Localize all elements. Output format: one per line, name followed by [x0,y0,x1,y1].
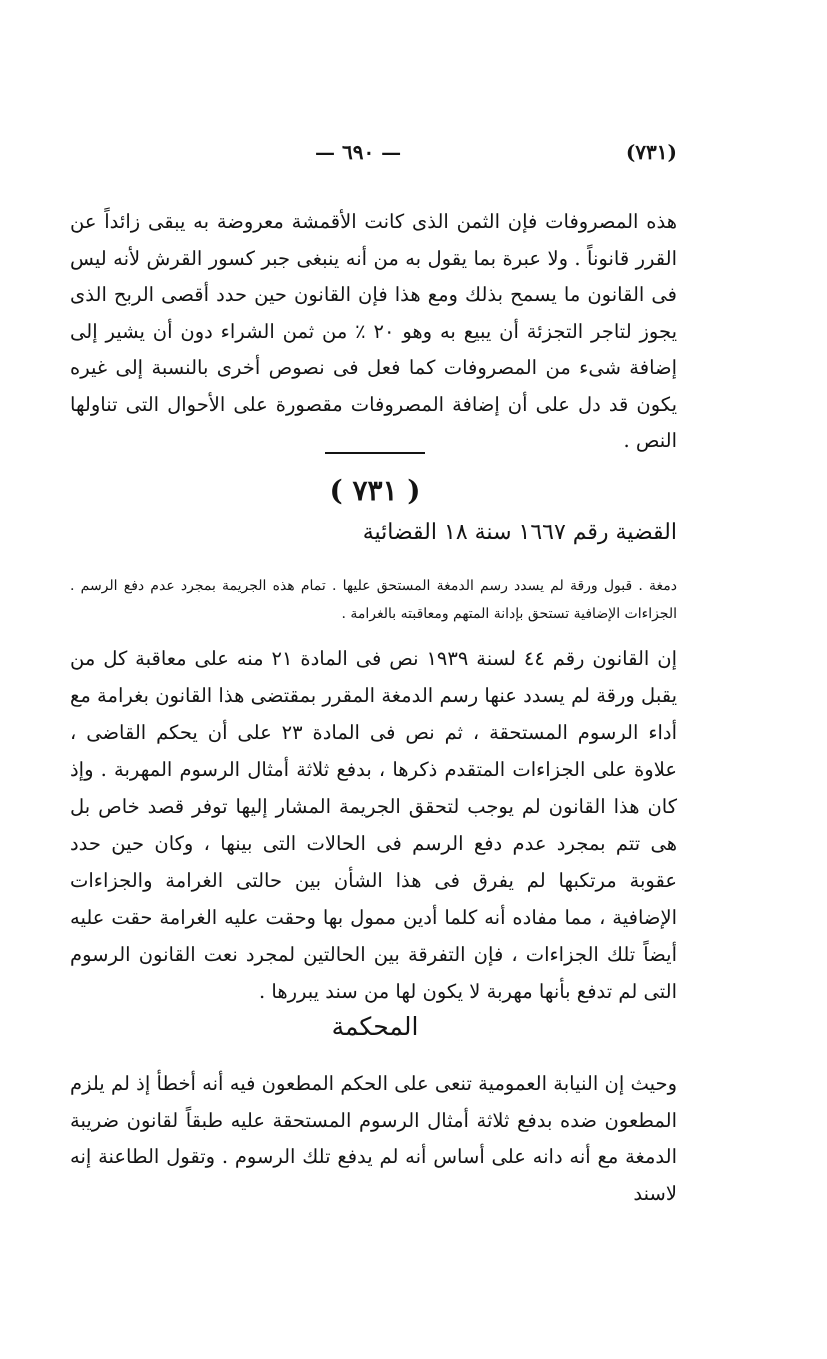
court-text-paragraph: وحيث إن النيابة العمومية تنعى على الحكم المطعون فيه أنه أخطأ إذ لم يلزم المطعون ضده بدفع ثلاثة أمثال الرسوم المستحقة عليه طبقاً لقانون ضريبة الدمغة مع أنه دانه على أساس أنه لم يدفع تلك الرسوم . وتقول الطاعنة إنه لاسند [70,1072,677,1205]
court-text-block [70,1066,677,1212]
case-summary-block [70,572,677,628]
headnote-paragraph: إن القانون رقم ٤٤ لسنة ١٩٣٩ نص فى المادة ٢١ منه على معاقبة كل من يقبل ورقة لم يسدد عنها رسم الدمغة المقرر بمقتضى هذا القانون بغرامة مع أداء الرسوم المستحقة ، ثم نص فى المادة ٢٣ على أن يحكم القاضى ، علاوة على الجزاءات المتقدم ذكرها ، بدفع ثلاثة أمثال الرسوم المهربة . وإذ كان هذا القانون لم يوجب لتحقق الجريمة المشار إليها توفر قصد خاص بل هى تتم بمجرد عدم دفع الرسم فى الحالات التى بينها ، وكان حين حدد عقوبة مرتكبها لم يفرق فى هذا الشأن بين حالتى الغرامة والجزاءات الإضافية ، مما مفاده أنه كلما أدين ممول بها وحقت عليه الغرامة حقت عليه أيضاً تلك الجزاءات ، فإن التفرقة بين الحالتين لمجرد نعت القانون الرسوم التى لم تدفع بأنها مهربة لا يكون لها من سند يبررها . [70,647,678,1003]
court-heading: المحكمة [331,1012,419,1041]
case-summary: دمغة . قبول ورقة لم يسدد رسم الدمغة المستحق عليها . تمام هذه الجريمة بمجرد عدم دفع الرسم . الجزاءات الإضافية تستحق بإدانة المتهم ومعاقبته بالغرامة . [70,578,677,622]
previous-case-paragraph: هذه المصروفات فإن الثمن الذى كانت الأقمشة معروضة به يبقى زائداً عن القرر قانوناً . ولا عبرة بما يقول به من أنه ينبغى جبر كسور القرش لأنه ليس فى القانون ما يسمح بذلك ومع هذا فإن القانون حين حدد أقصى الربح الذى يجوز لتاجر التجزئة أن يبيع به وهو ٢٠ ٪ من ثمن الشراء دون أن يشير إلى إضافة شىء من المصروفات كما فعل فى نصوص أخرى بالنسبة إلى غيره يكون قد دل على أن إضافة المصروفات مقصورة على الأحوال التى تناولها النص . [70,210,677,452]
section-divider [325,452,425,454]
headnote-block [70,640,677,1010]
header-case-number: (٧٣١) [625,140,677,164]
case-number-title: ( ٧٣١ ) [329,474,421,507]
page-number: — ٦٩٠ — [315,140,402,164]
previous-case-continuation [70,204,677,460]
page-header [70,140,677,170]
case-reference: القضية رقم ١٦٦٧ سنة ١٨ القضائية [362,520,677,545]
